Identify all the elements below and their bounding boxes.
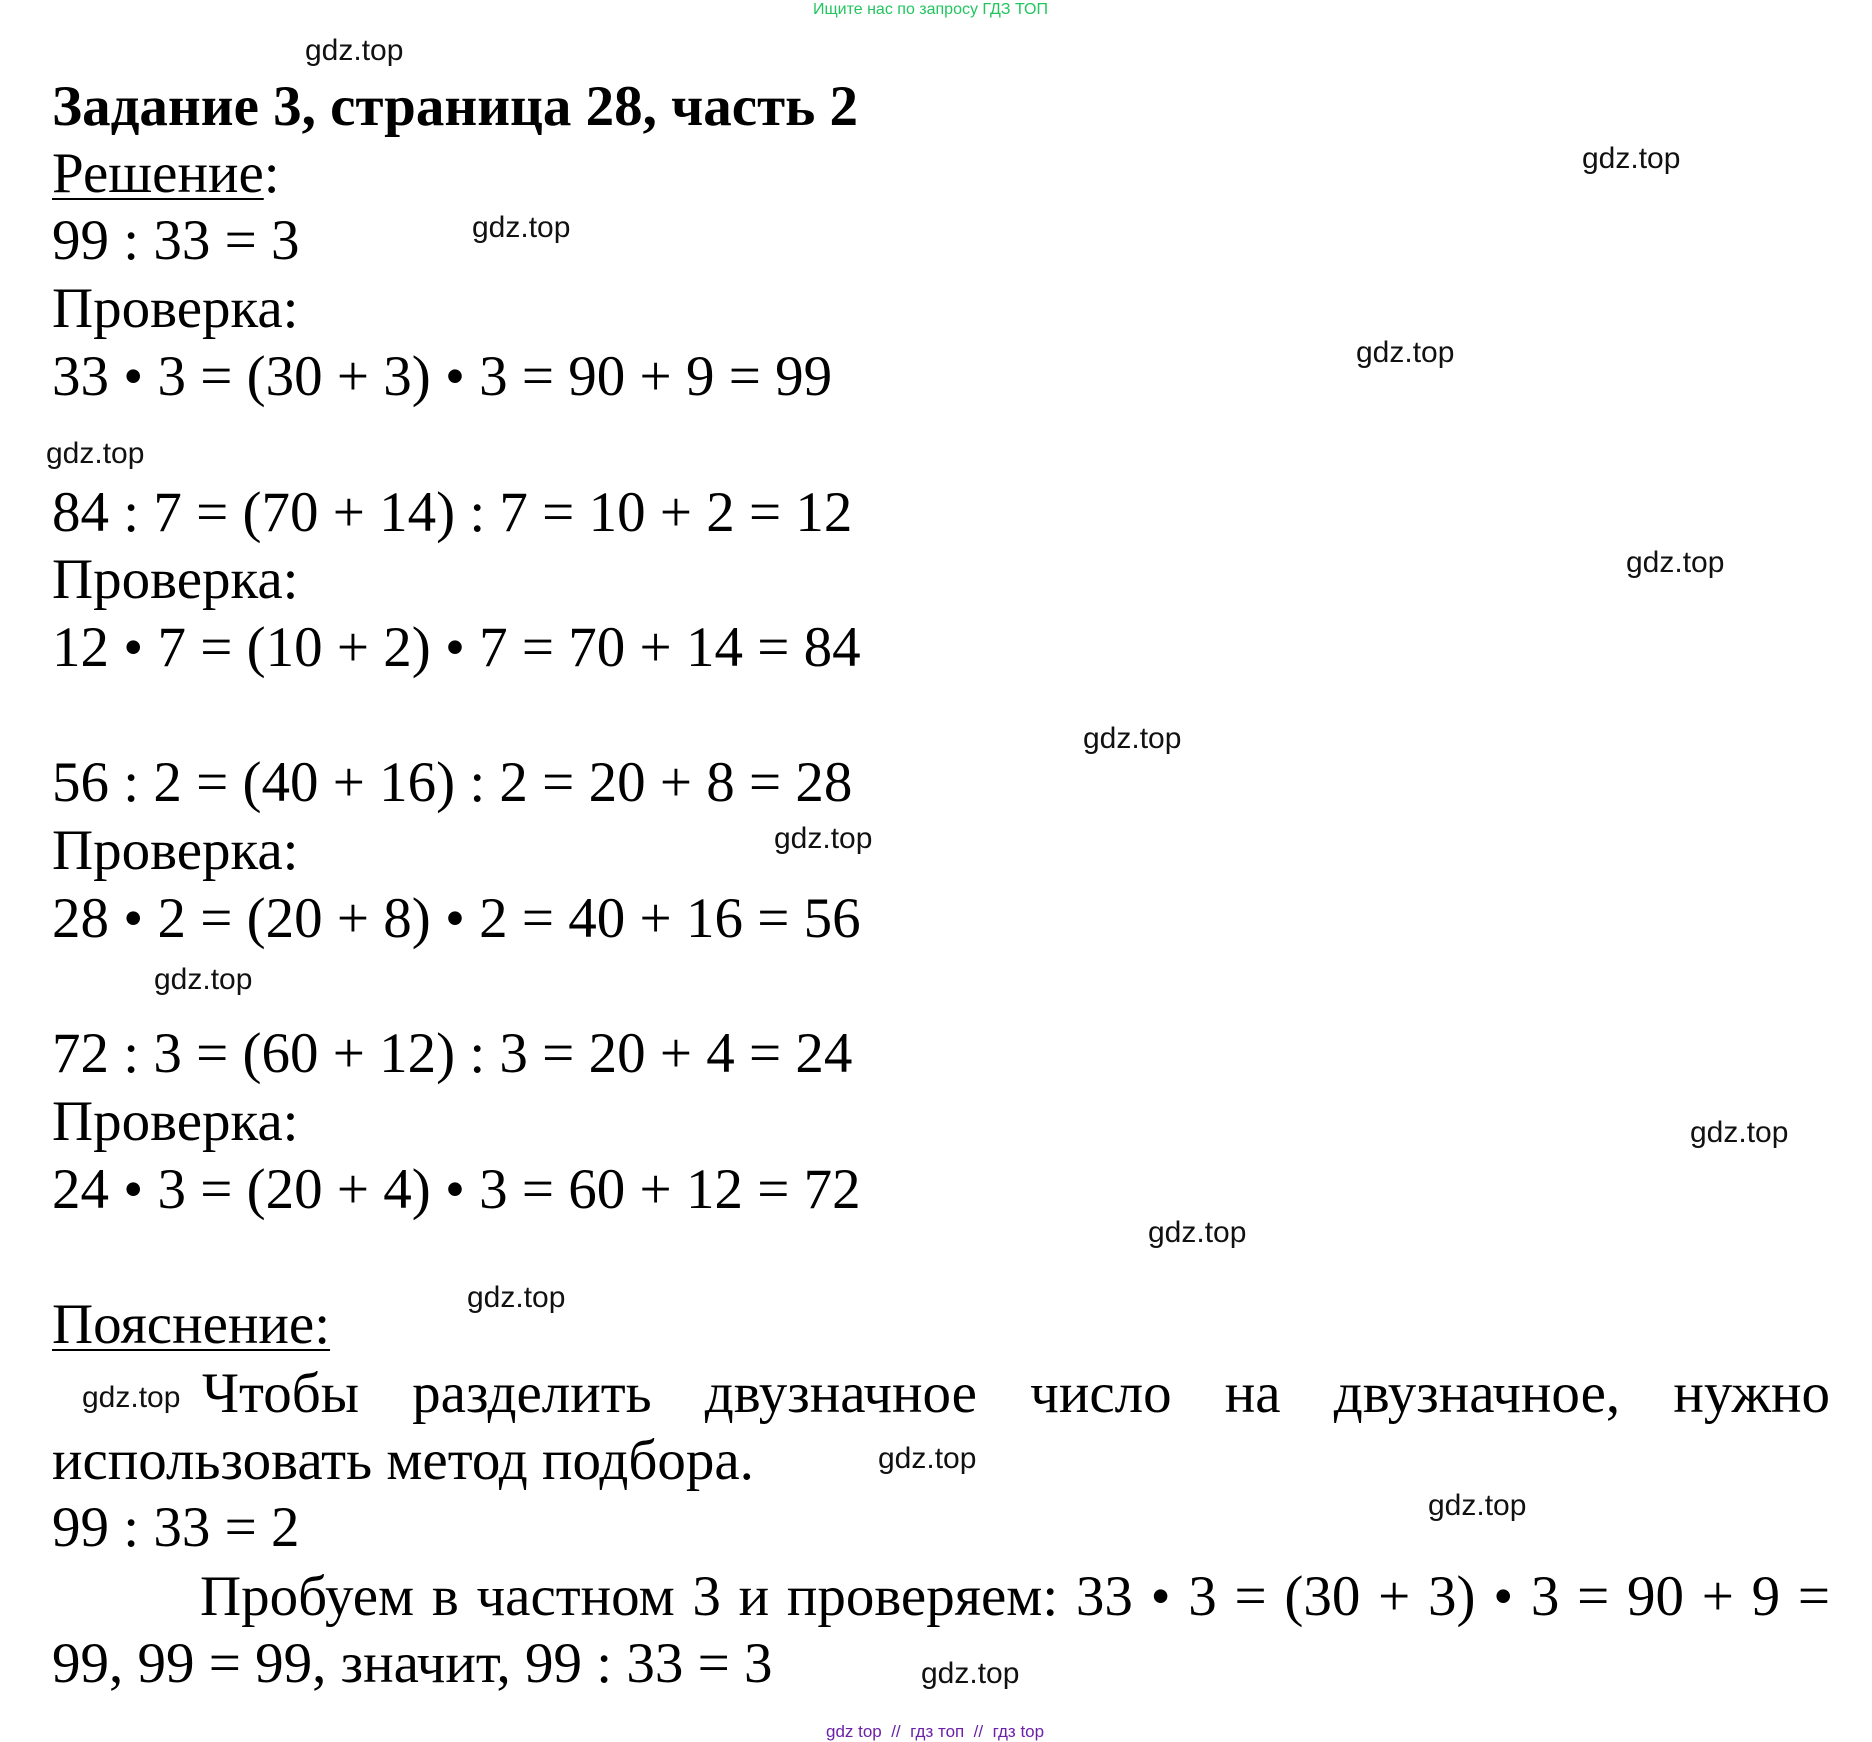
watermark: gdz.top — [1356, 336, 1455, 369]
solution-line: 56 : 2 = (40 + 16) : 2 = 20 + 8 = 28 — [52, 751, 853, 814]
watermark: gdz.top — [305, 34, 404, 67]
check-line: 33 • 3 = (30 + 3) • 3 = 90 + 9 = 99 — [52, 345, 833, 408]
task-title: Задание 3, страница 28, часть 2 — [52, 75, 858, 138]
explanation-final: Пробуем в частном 3 и проверяем: 33 • 3 = (30 + 3) • 3 = 90 + 9 = 99, 99 = 99, значит, 99 : 33 = 3 — [52, 1565, 1830, 1695]
explanation-text: Чтобы разделить двузначное число на двузначное, нужно использовать метод подбора. — [52, 1362, 1830, 1492]
check-line: 28 • 2 = (20 + 8) • 2 = 40 + 16 = 56 — [52, 887, 861, 950]
solution-line: 99 : 33 = 3 — [52, 209, 300, 272]
explanation-label: Пояснение: — [52, 1293, 331, 1356]
check-label: Проверка: — [52, 1090, 299, 1153]
solution-line: 72 : 3 = (60 + 12) : 3 = 20 + 4 = 24 — [52, 1022, 853, 1085]
check-label: Проверка: — [52, 819, 299, 882]
watermark: gdz.top — [1083, 722, 1182, 755]
watermark: gdz.top — [1148, 1216, 1247, 1249]
footer-text: gdz top // гдз топ // гдз top — [826, 1722, 1045, 1741]
check-line: 12 • 7 = (10 + 2) • 7 = 70 + 14 = 84 — [52, 616, 861, 679]
watermark: gdz.top — [1626, 546, 1725, 579]
solution-heading — [52, 141, 280, 206]
watermark: gdz.top — [82, 1381, 181, 1414]
watermark: gdz.top — [1582, 142, 1681, 175]
watermark: gdz.top — [774, 822, 873, 855]
solution-line: 84 : 7 = (70 + 14) : 7 = 10 + 2 = 12 — [52, 481, 853, 544]
explanation-example: 99 : 33 = 2 — [52, 1496, 300, 1559]
watermark: gdz.top — [472, 211, 571, 244]
watermark: gdz.top — [46, 437, 145, 470]
top-banner: Ищите нас по запросу ГДЗ ТОП — [813, 1, 1048, 18]
solution-label: Решение — [52, 142, 264, 205]
check-line: 24 • 3 = (20 + 4) • 3 = 60 + 12 = 72 — [52, 1158, 861, 1221]
watermark: gdz.top — [878, 1442, 977, 1475]
watermark: gdz.top — [154, 963, 253, 996]
watermark: gdz.top — [1428, 1489, 1527, 1522]
watermark: gdz.top — [467, 1281, 566, 1314]
solution-colon: : — [263, 142, 280, 205]
check-label: Проверка: — [52, 548, 299, 611]
watermark: gdz.top — [1690, 1116, 1789, 1149]
check-label: Проверка: — [52, 277, 299, 340]
watermark: gdz.top — [921, 1657, 1020, 1690]
